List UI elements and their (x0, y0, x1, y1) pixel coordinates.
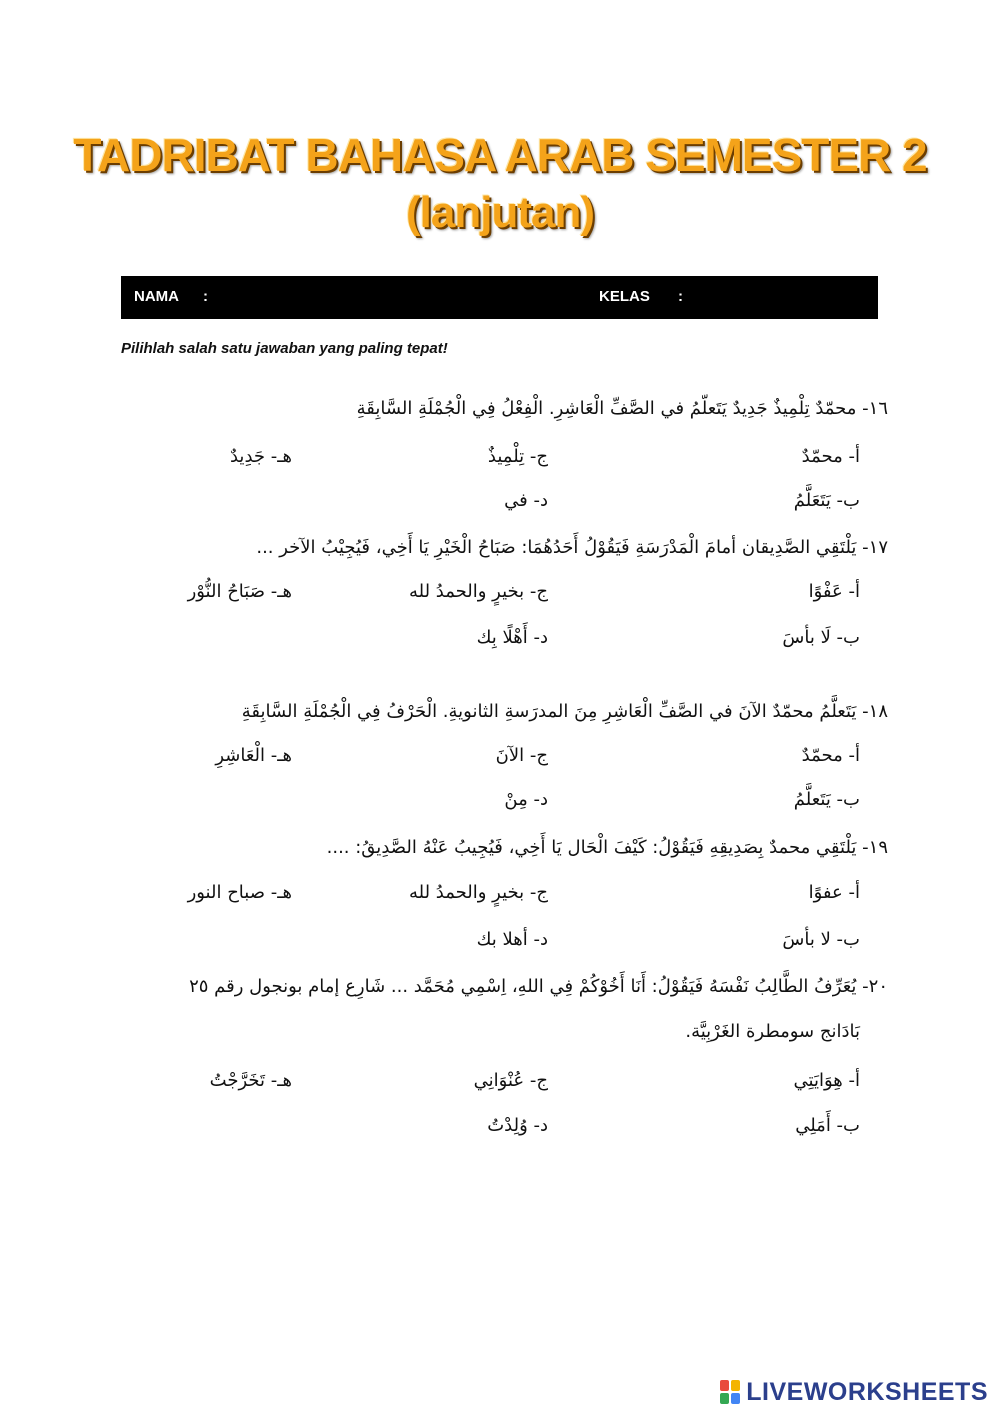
q16-option-d[interactable]: د- في (504, 490, 548, 511)
class-colon: : (678, 288, 683, 305)
q20-option-c[interactable]: ج- عُنْوَانِي (473, 1070, 548, 1091)
instruction-text: Pilihlah salah satu jawaban yang paling tepat! (121, 340, 448, 357)
q16-option-a[interactable]: أ- محمّدٌ (801, 446, 860, 467)
q19-option-b[interactable]: ب- لا بأسَ (782, 929, 860, 950)
name-colon: : (203, 288, 208, 305)
question-20: ٢٠- يُعَرِّفُ الطَّالِبُ نَفْسَهُ فَيَقُوْلُ: أَنَا أَخُوْكُمْ فِي اللهِ، اِسْمِي مُحَمَّد ... شَارِع إمام بونجول رقم ٢٥ (189, 976, 888, 997)
q18-option-b[interactable]: ب- يَتَعلَّمُ (793, 789, 860, 810)
q17-option-e[interactable]: هـ- صَبَاحُ النُّوْر (187, 581, 292, 602)
question-16: ١٦- محمّدٌ تِلْمِيذٌ جَدِيدٌ يَتَعلّمُ في الصَّفِّ الْعَاشِرِ. الْفِعْلُ فِي الْجُمْلَةِ السَّابِقَةِ (356, 398, 888, 419)
q16-option-b[interactable]: ب- يَتَعَلَّمُ (793, 490, 860, 511)
q16-option-e[interactable]: هـ- جَدِيدٌ (229, 446, 292, 467)
q19-option-d[interactable]: د- أهلا بك (476, 929, 548, 950)
q20-option-b[interactable]: ب- أَمَلِي (795, 1115, 860, 1136)
liveworksheets-logo-text: LIVEWORKSHEETS (746, 1378, 988, 1406)
worksheet-subtitle: (lanjutan) (406, 188, 594, 237)
name-label: NAMA (134, 288, 179, 305)
name-class-bar (121, 276, 878, 319)
q19-option-c[interactable]: ج- بخيرٍ والحمدُ لله (408, 882, 548, 903)
q17-option-a[interactable]: أ- عَفْوًا (808, 581, 860, 602)
q20-option-d[interactable]: د- وُلِدْتُ (487, 1115, 548, 1136)
question-19: ١٩- يَلْتَقِي محمدٌ بِصَدِيقِهِ فَيَقُوْلُ: كَيْفَ الْحَال يَا أَخِي، فَيُجِيبُ عَنْهُ الصَّدِيقُ: .... (326, 837, 888, 858)
q19-option-a[interactable]: أ- عفوًا (808, 882, 860, 903)
q18-option-d[interactable]: د- مِنْ (504, 789, 548, 810)
q19-option-e[interactable]: هـ- صباح النور (187, 882, 292, 903)
q20-option-e[interactable]: هـ- تَخَرَّجْتُ (209, 1070, 292, 1091)
question-18: ١٨- يَتَعلَّمُ محمّدٌ الآنَ في الصَّفِّ الْعَاشِرِ مِنَ المدرَسةِ الثانويةِ. الْحَرْفُ فِي الْجُمْلَةِ السَّابِقَةِ (241, 701, 888, 722)
question-17: ١٧- يَلْتَقِي الصَّدِيقان أمامَ الْمَدْرَسَةِ فَيَقُوْلُ أَحَدُهُمَا: صَبَاحُ الْخَيْرِ يَا أَخِي، فَيُجِيْبُ الآخر ... (256, 537, 888, 558)
q17-option-b[interactable]: ب- لَا بأسَ (782, 627, 860, 648)
question-20-line2: بَادَانج سومطرة الغَرْبِيَّة. (685, 1021, 860, 1042)
liveworksheets-logo[interactable] (720, 1378, 988, 1407)
q17-option-c[interactable]: ج- بخيرٍ والحمدُ لله (408, 581, 548, 602)
q20-option-a[interactable]: أ- هِوَايَتِي (793, 1070, 860, 1091)
q18-option-a[interactable]: أ- محمّدٌ (801, 745, 860, 766)
q17-option-d[interactable]: د- أَهْلًا بِك (476, 627, 548, 648)
class-label: KELAS (599, 288, 650, 305)
worksheet-title: TADRIBAT BAHASA ARAB SEMESTER 2 (73, 129, 927, 181)
q18-option-e[interactable]: هـ- الْعَاشِرِ (215, 745, 292, 766)
liveworksheets-logo-icon (720, 1380, 742, 1406)
q18-option-c[interactable]: ج- الآنَ (495, 745, 548, 766)
q16-option-c[interactable]: ج- تِلْمِيذٌ (487, 446, 548, 467)
